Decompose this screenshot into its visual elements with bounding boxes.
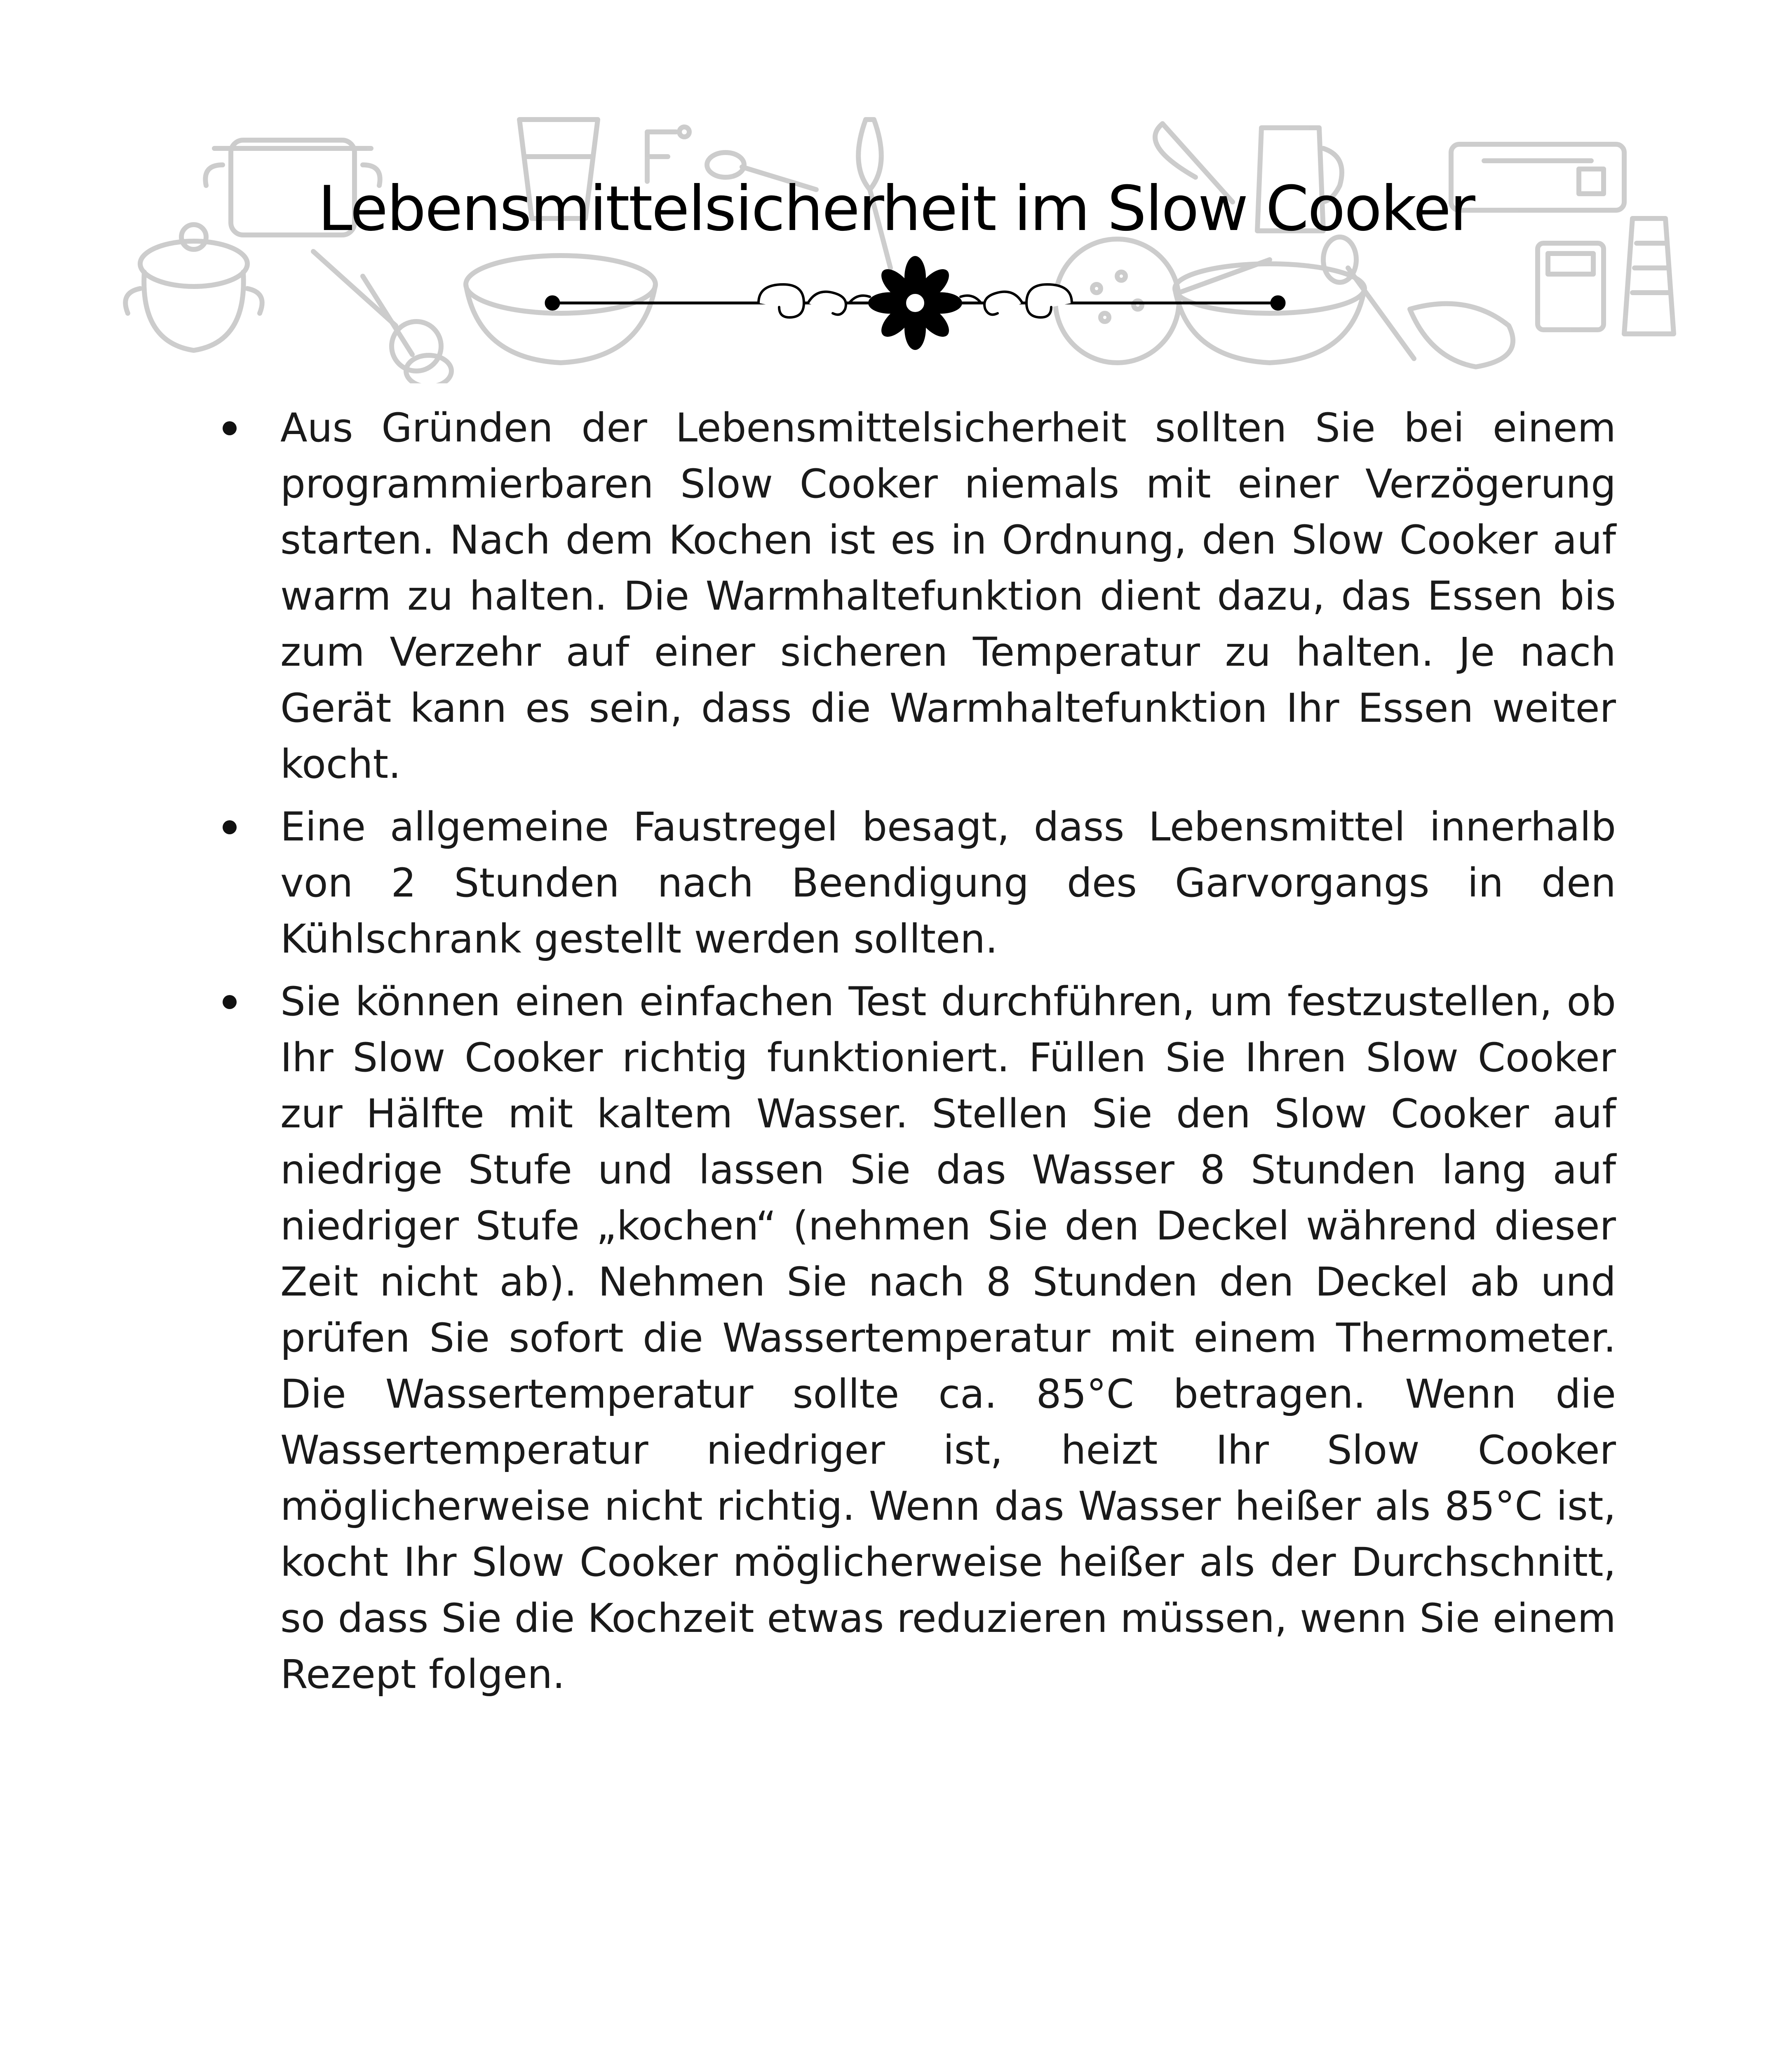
bullet-list	[214, 400, 1616, 1709]
page-title: Lebensmittelsicherheit im Slow Cooker	[318, 173, 1474, 245]
bullet-icon	[223, 820, 237, 834]
bullet-icon	[223, 995, 237, 1009]
spatula-icon	[1323, 237, 1414, 359]
list-item	[214, 400, 1616, 792]
bullet-icon	[223, 421, 237, 435]
slotted-spoon-icon	[363, 276, 451, 383]
ladle-icon	[313, 251, 441, 371]
list-item-text: Aus Gründen der Lebensmittelsicherheit sollten Sie bei einem programmierbaren Slow Cooker niemals mit einer Verzögerung starten. Nach dem Kochen ist es in Ordnung, den Slow Cooker auf warm zu halten. Die Warmhaltefunktion dient dazu, das Essen bis zum Verzehr auf einer sicheren Temperatur zu halten. Je nach Gerät kann es sein, dass die Warmhaltefunktion Ihr Essen weiter kocht.	[280, 405, 1616, 787]
list-item	[214, 799, 1616, 967]
towel-icon	[1410, 304, 1513, 367]
flower-scroll-divider-icon	[544, 251, 1286, 354]
list-item-text: Eine allgemeine Faustregel besagt, dass Lebensmittel innerhalb von 2 Stunden nach Beendigung des Garvorgangs in den Kühlschrank gestellt werden sollten.	[280, 804, 1616, 962]
list-item	[214, 974, 1616, 1702]
list-item-text: Sie können einen einfachen Test durchführen, um festzustellen, ob Ihr Slow Cooker richtig funktioniert. Füllen Sie Ihren Slow Cooker zur Hälfte mit kaltem Wasser. Stellen Sie den Slow Cooker auf niedrige Stufe und lassen Sie das Wasser 8 Stunden lang auf niedriger Stufe „kochen“ (nehmen Sie den Deckel während dieser Zeit nicht ab). Nehmen Sie nach 8 Stunden den Deckel ab und prüfen Sie sofort die Wassertemperatur mit einem Thermometer. Die Wassertemperatur sollte ca. 85°C betragen. Wenn die Wassertemperatur niedriger ist, heizt Ihr Slow Cooker möglicherweise nicht richtig. Wenn das Wasser heißer als 85°C ist, kocht Ihr Slow Cooker möglicherweise heißer als der Durchschnitt, so dass Sie die Kochzeit etwas reduzieren müssen, wenn Sie einem Rezept folgen.	[280, 979, 1616, 1697]
kitchen-scale-icon	[1538, 243, 1604, 330]
